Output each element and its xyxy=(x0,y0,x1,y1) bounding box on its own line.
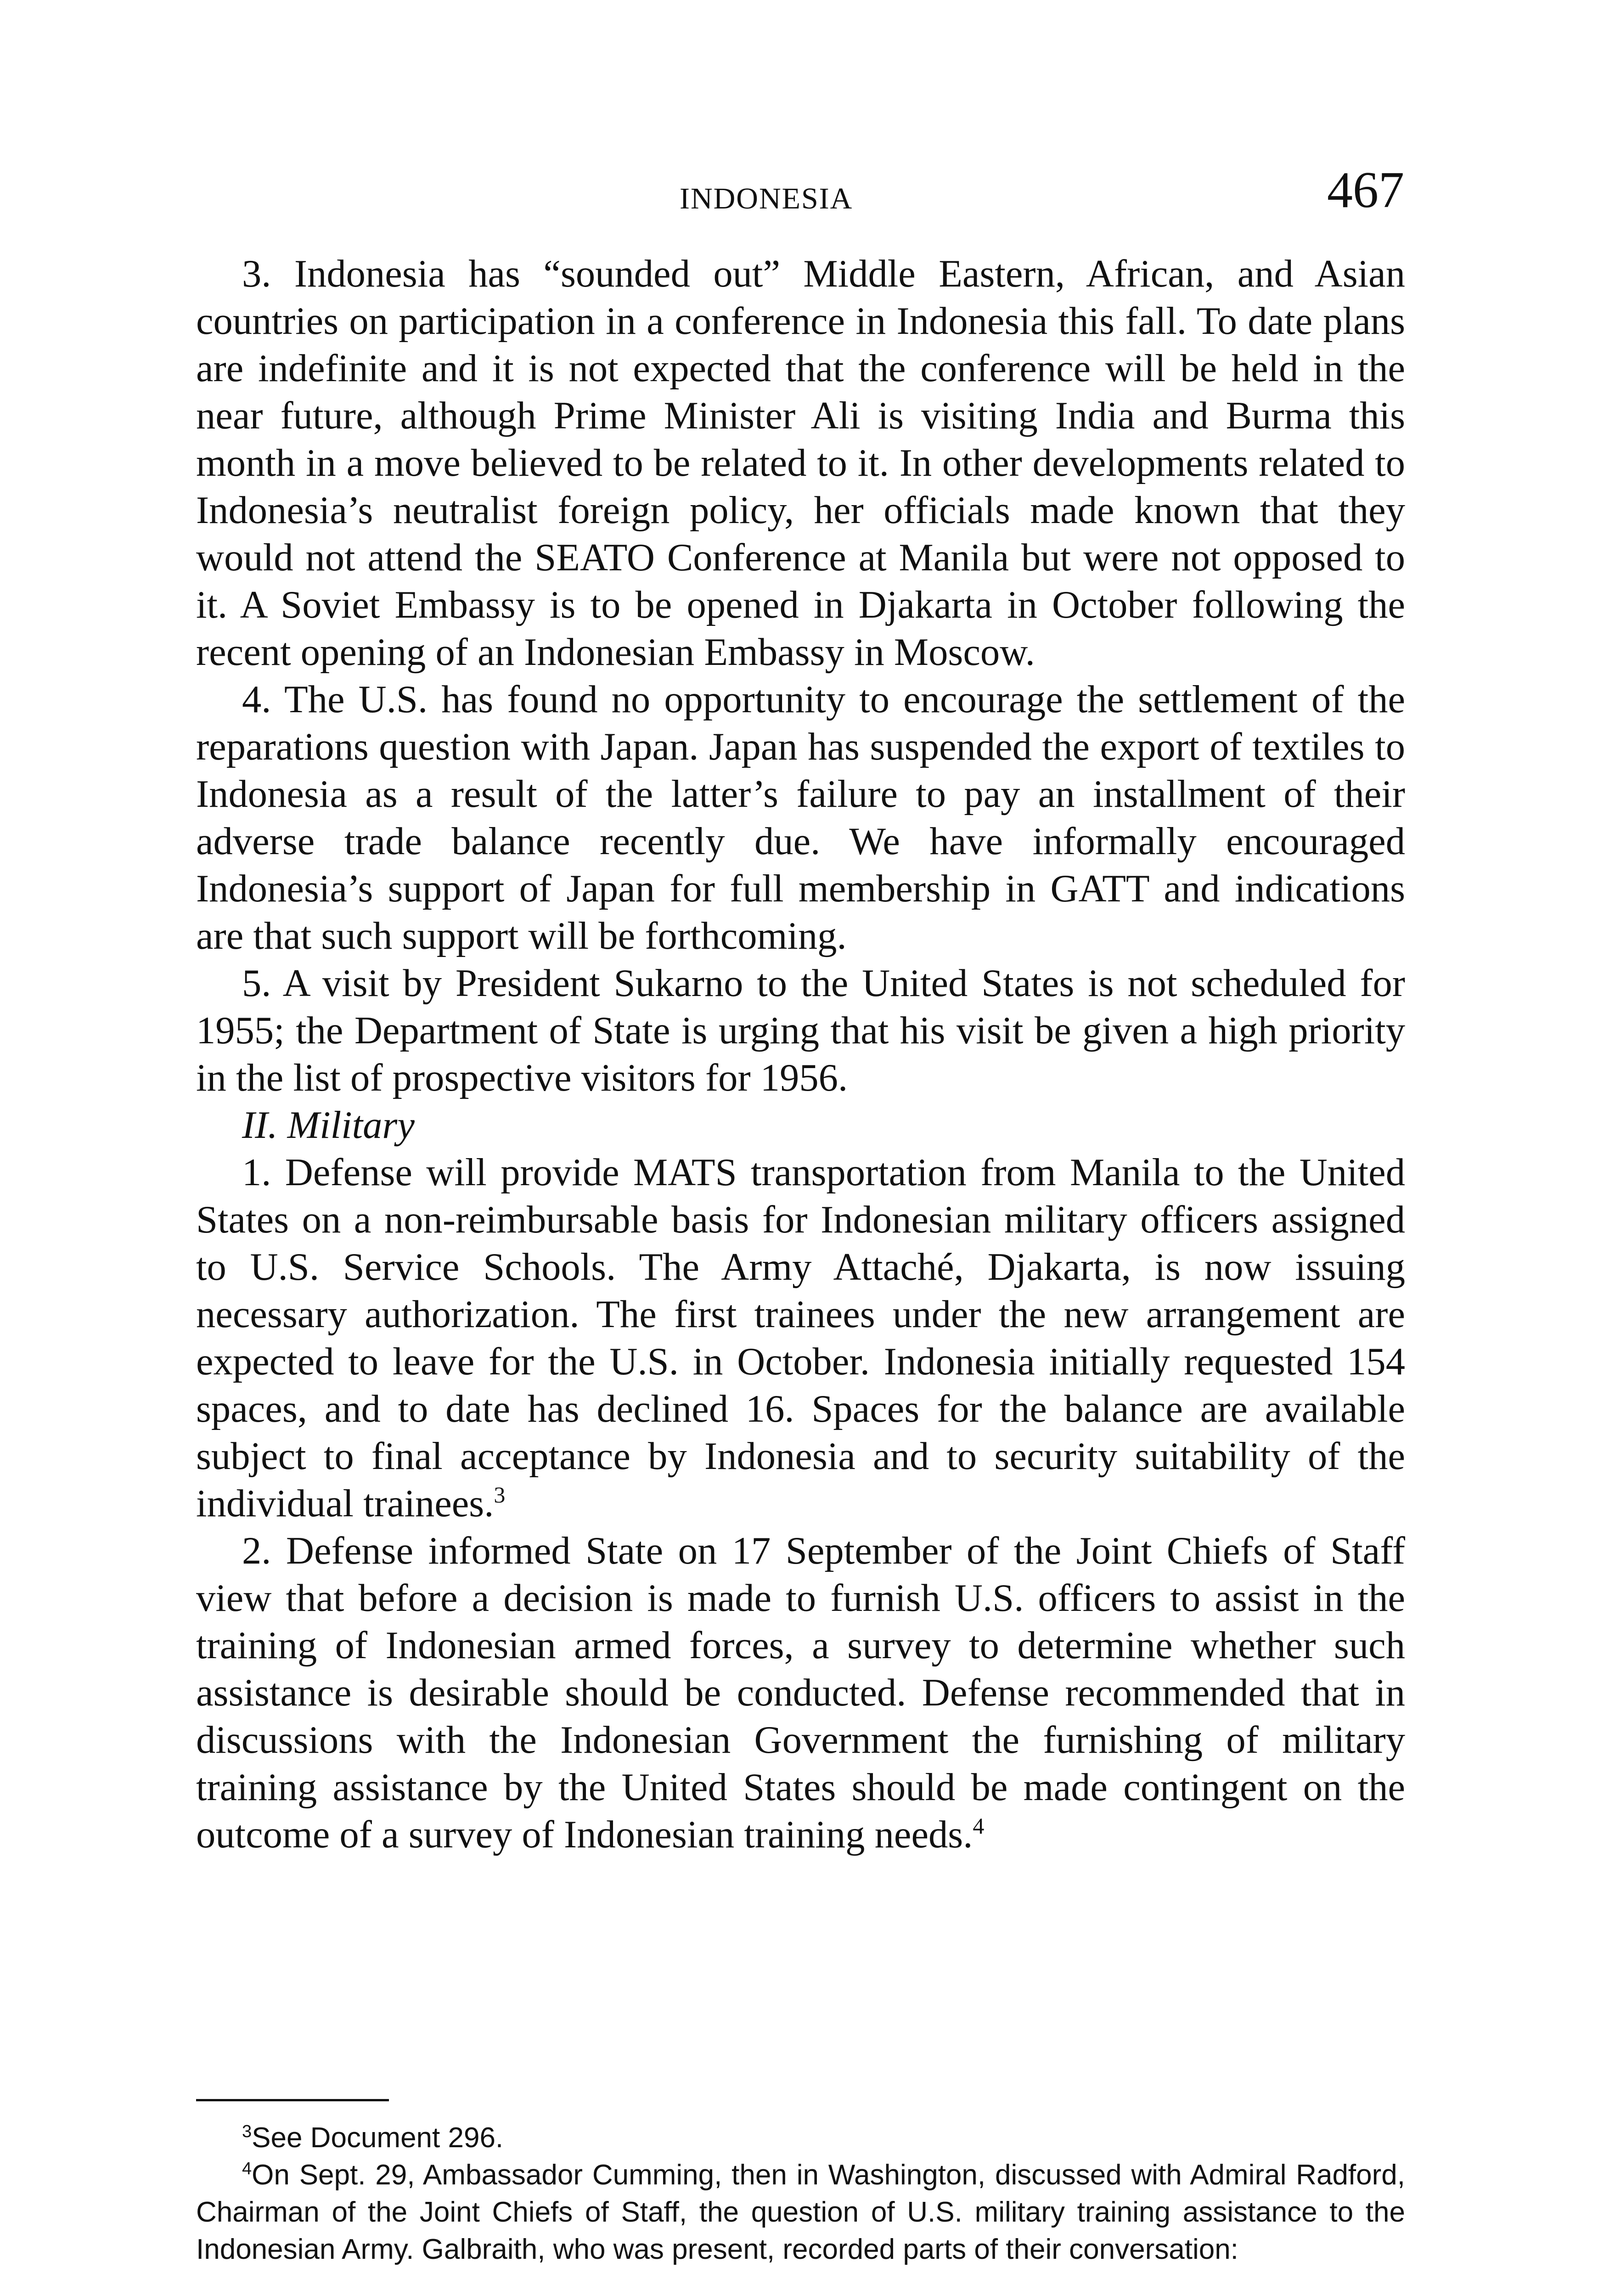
paragraph-3: 3. Indonesia has “sounded out” Middle Eastern, African, and Asian countries on participation in a conference in Indonesia this fall. To date plans are indefinite and it is not expected that the conference will be held in the near future, although Prime Minister Ali is visiting India and Burma this month in a move believed to be related to it. In other developments related to Indonesia’s neutralist foreign policy, her officials made known that they would not attend the SEATO Conference at Manila but were not opposed to it. A Soviet Embassy is to be opened in Djakarta in October following the recent opening of an Indonesian Embassy in Moscow. xyxy=(196,253,1405,674)
military-paragraph-1-text: 1. Defense will provide MATS transportation from Manila to the United States on a non-reimbursable basis for Indonesian military officers assigned to U.S. Service Schools. The Army Attaché, Djakarta, is now issuing necessary authorization. The first trainees under the new arrangement are expected to leave for the U.S. in October. Indonesia initially requested 154 spaces, and to date has declined 16. Spaces for the balance are available subject to final acceptance by Indonesia and to security suitability of the individual trainees. xyxy=(196,1151,1405,1525)
footnote-text: See Document 296. xyxy=(252,2122,504,2154)
paragraph-5: 5. A visit by President Sukarno to the United States is not scheduled for 1955; the Department of State is urging that his visit be given a high priority in the list of prospective visitors for 1956. xyxy=(196,962,1405,1099)
section-heading-military: II. Military xyxy=(242,1104,415,1147)
footnotes xyxy=(196,2119,1405,2268)
paragraph-4: 4. The U.S. has found no opportunity to encourage the settlement of the reparations question with Japan. Japan has suspended the export of textiles to Indonesia as a result of the latter’s failure to pay an installment of their adverse trade balance recently due. We have informally encouraged Indonesia’s support of Japan for full membership in GATT and indications are that such support will be forthcoming. xyxy=(196,678,1405,957)
running-header-title: INDONESIA xyxy=(680,182,853,215)
footnote-marker: 3 xyxy=(242,2122,252,2141)
military-paragraph-2-text: 2. Defense informed State on 17 September of the Joint Chiefs of Staff view that before a decision is made to furnish U.S. officers to assist in the training of Indonesian armed forces, a survey to determine whether such assistance is desirable should be conducted. Defense recommended that in discussions with the Indonesian Government the furnishing of military training assistance by the United States should be made contingent on the outcome of a survey of Indonesian training needs. xyxy=(196,1530,1405,1856)
footnote-ref-3[interactable]: 3 xyxy=(494,1482,506,1508)
military-paragraph-2 xyxy=(196,1527,1405,1858)
footnote-4 xyxy=(196,2156,1405,2268)
footnote-divider xyxy=(196,2099,389,2101)
body-text xyxy=(196,250,1405,1858)
page-number: 467 xyxy=(1327,162,1404,219)
footnote-3 xyxy=(196,2119,1405,2156)
footnote-ref-4[interactable]: 4 xyxy=(973,1813,985,1839)
footnote-marker: 4 xyxy=(242,2159,252,2178)
military-paragraph-1 xyxy=(196,1149,1405,1527)
footnote-text: On Sept. 29, Ambassador Cumming, then in Washington, discussed with Admiral Radford, Chairman of the Joint Chiefs of Staff, the question of U.S. military training assistance to the Indonesian Army. Galbraith, who was present, recorded parts of their conversation: xyxy=(196,2159,1405,2265)
